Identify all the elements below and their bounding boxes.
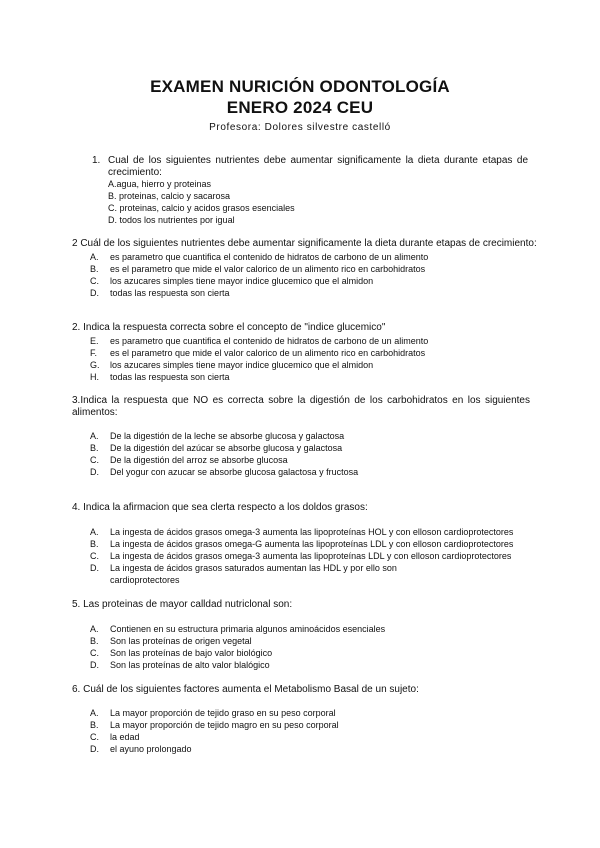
option-text: es el parametro que mide el valor calorico de un alimento rico en carbohidratos	[110, 348, 426, 358]
option-text: los azucares simples tiene mayor indice glucemico que el almidon	[110, 276, 374, 286]
option-letter: C.	[90, 276, 99, 286]
option-text: La mayor proporción de tejido graso en su peso corporal	[110, 708, 336, 718]
option-letter: B.	[90, 720, 99, 730]
option-text: La ingesta de ácidos grasos omega-3 aumenta las lipoproteínas HOL y con elloson cardioprotectores	[110, 527, 514, 537]
option-text: es parametro que cuantifica el contenido de hidratos de carbono de un alimento	[110, 252, 429, 262]
option-letter: A.	[90, 252, 99, 262]
option-text: el ayuno prolongado	[110, 744, 192, 754]
question-2b-text: 2. Indica la respuesta correcta sobre el concepto de "indice glucemico"	[72, 322, 386, 333]
question-3-text: 3.Indica la respuesta que NO es correcta sobre la digestión de los carbohidratos en los siguientes alimentos:	[72, 395, 530, 418]
option-letter: D.	[90, 744, 99, 754]
option-letter: A.	[90, 624, 99, 634]
question-1-text: Cual de los siguientes nutrientes debe aumentar significamente la dieta durante etapas de crecimiento:	[108, 155, 528, 178]
option-letter: B.	[90, 636, 99, 646]
exam-title: EXAMEN NURICIÓN ODONTOLOGÍA	[150, 77, 450, 96]
option-text: la edad	[110, 732, 140, 742]
option-text: La ingesta de ácidos grasos saturados aumentan las HDL y por ello son	[110, 563, 397, 573]
question-1-option-c: C. proteinas, calcio y acidos grasos esenciales	[108, 203, 295, 213]
option-letter: D.	[90, 563, 99, 573]
option-text: De la digestión del arroz se absorbe glucosa	[110, 455, 288, 465]
option-text: La mayor proporción de tejido magro en su peso corporal	[110, 720, 339, 730]
option-text: La ingesta de ácidos grasos omega-G aumenta las lipoproteínas LDL y con elloson cardioprotectores	[110, 539, 514, 549]
option-letter: C.	[90, 648, 99, 658]
option-text: De la digestión de la leche se absorbe glucosa y galactosa	[110, 431, 345, 441]
option-letter: D.	[90, 660, 99, 670]
option-letter: C.	[90, 732, 99, 742]
option-letter: D.	[90, 467, 99, 477]
option-letter: H.	[90, 372, 99, 382]
option-letter: B.	[90, 264, 99, 274]
option-text: todas las respuesta son cierta	[110, 372, 230, 382]
question-4-option-continuation: cardioprotectores	[110, 575, 180, 585]
option-text: Son las proteínas de origen vegetal	[110, 636, 252, 646]
option-text: Son las proteínas de alto valor blalógico	[110, 660, 270, 670]
option-letter: A.	[90, 527, 99, 537]
option-letter: A.	[90, 708, 99, 718]
option-letter: B.	[90, 539, 99, 549]
question-2-text: 2 Cuál de los siguientes nutrientes debe aumentar significamente la dieta durante etapas de crecimiento:	[72, 238, 537, 249]
option-letter: F.	[90, 348, 98, 358]
option-text: De la digestión del azúcar se absorbe glucosa y galactosa	[110, 443, 343, 453]
exam-subtitle: ENERO 2024 CEU	[226, 98, 374, 117]
question-1-number: 1.	[92, 155, 101, 166]
option-text: Del yogur con azucar se absorbe glucosa galactosa y fructosa	[110, 467, 359, 477]
option-text: todas las respuesta son cierta	[110, 288, 230, 298]
option-letter: E.	[90, 336, 99, 346]
option-text: Contienen en su estructura primaria algunos aminoácidos esenciales	[110, 624, 386, 634]
option-text: es el parametro que mide el valor calorico de un alimento rico en carbohidratos	[110, 264, 426, 274]
option-text: es parametro que cuantifica el contenido de hidratos de carbono de un alimento	[110, 336, 429, 346]
option-letter: D.	[90, 288, 99, 298]
option-letter: C.	[90, 551, 99, 561]
professor-name: Profesora: Dolores silvestre castelló	[209, 122, 391, 133]
option-letter: G.	[90, 360, 100, 370]
option-letter: C.	[90, 455, 99, 465]
question-1-option-d: D. todos los nutrientes por igual	[108, 215, 235, 225]
question-4-text: 4. Indica la afirmacion que sea clerta respecto a los doldos grasos:	[72, 502, 368, 513]
option-text: los azucares simples tiene mayor indice glucemico que el almidon	[110, 360, 374, 370]
option-letter: B.	[90, 443, 99, 453]
question-1-option-b: B. proteinas, calcio y sacarosa	[108, 191, 231, 201]
option-text: La ingesta de ácidos grasos omega-3 aumenta las lipoproteínas LDL y con elloson cardioprotectores	[110, 551, 512, 561]
option-letter: A.	[90, 431, 99, 441]
question-5-text: 5. Las proteinas de mayor calldad nutriclonal son:	[72, 599, 293, 610]
question-1-option-a: A.agua, hierro y proteinas	[108, 179, 212, 189]
option-text: Son las proteínas de bajo valor biológico	[110, 648, 273, 658]
question-6-text: 6. Cuál de los siguientes factores aumenta el Metabolismo Basal de un sujeto:	[72, 684, 419, 695]
